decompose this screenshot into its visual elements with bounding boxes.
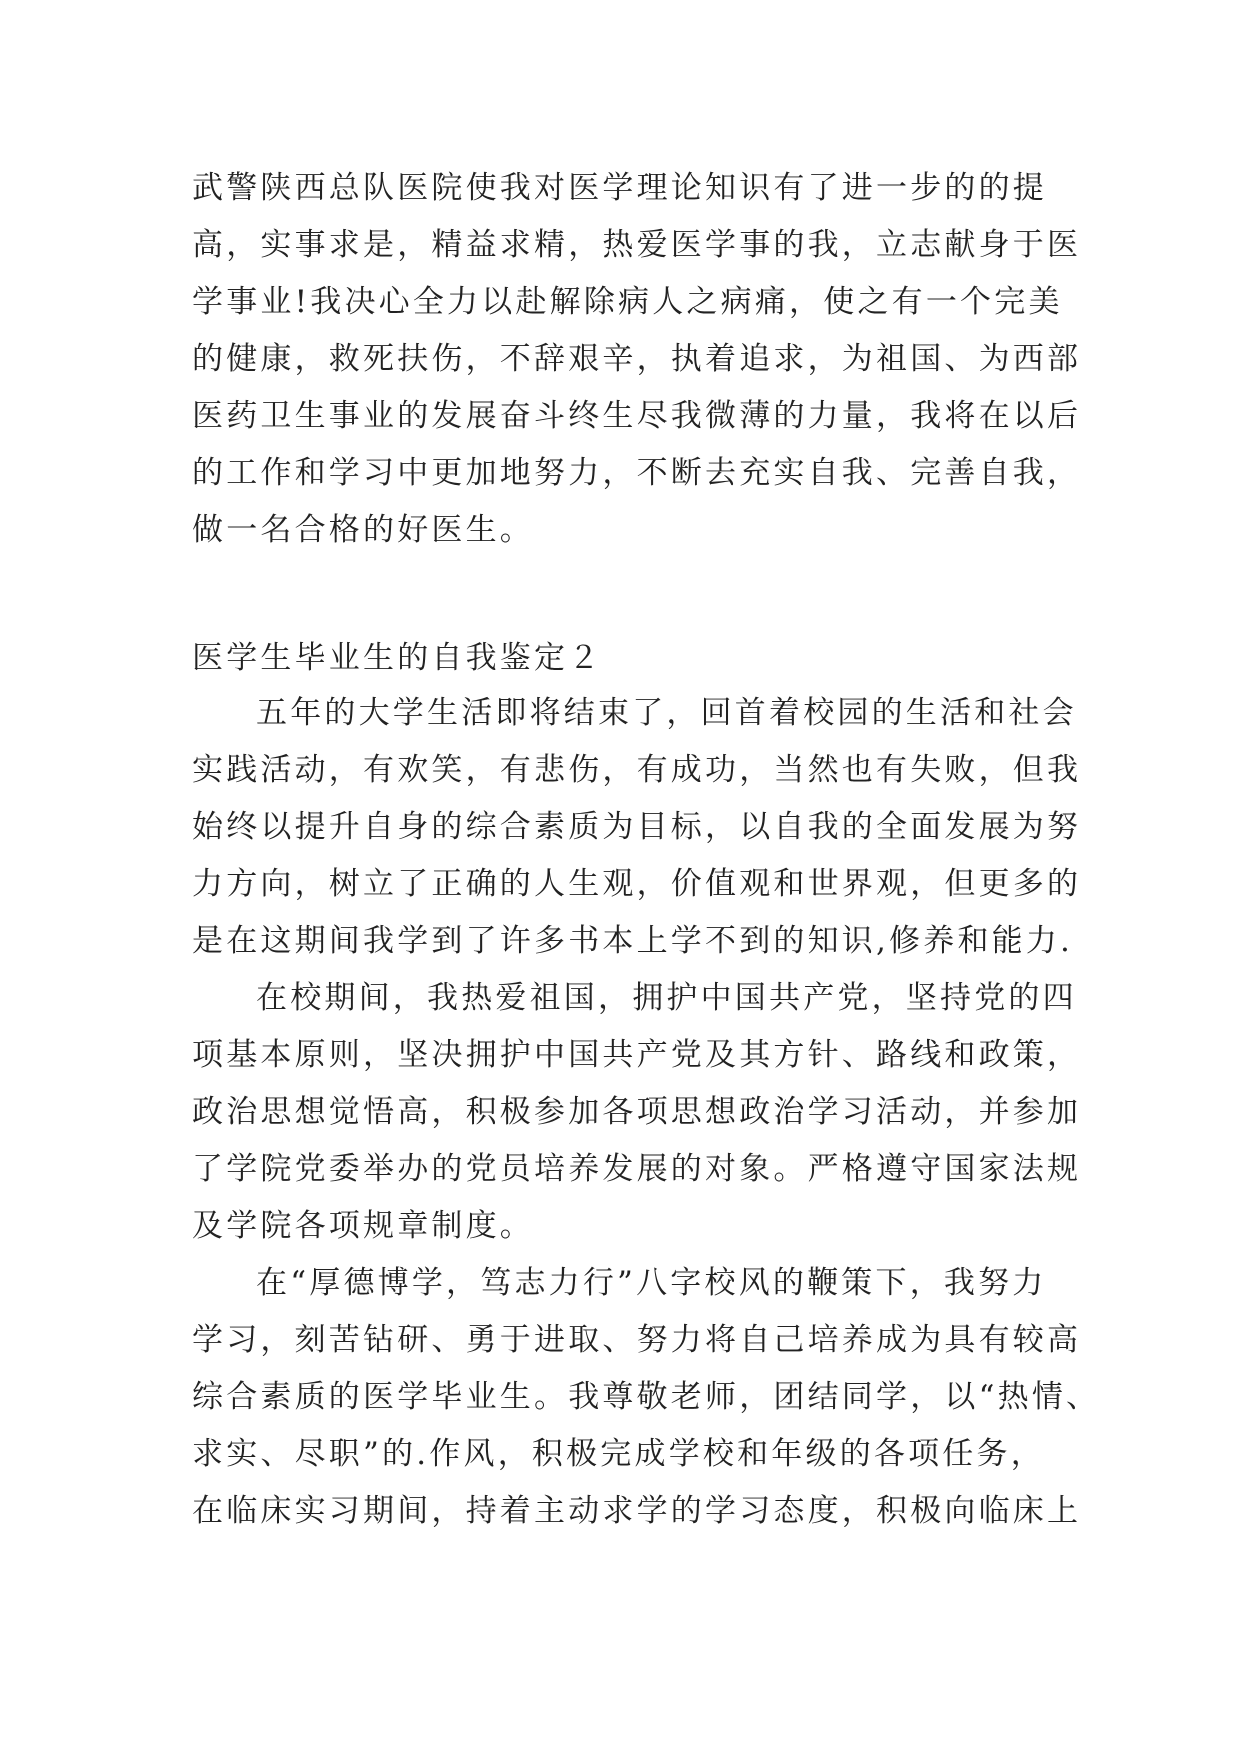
paragraph-line: 是在这期间我学到了许多书本上学不到的知识,修养和能力. <box>192 923 1074 959</box>
paragraph-line: 项基本原则，坚决拥护中国共产党及其方针、路线和政策， <box>192 1037 1082 1073</box>
paragraph-line: 武警陕西总队医院使我对医学理论知识有了进一步的的提 <box>192 170 1047 206</box>
section-heading: 医学生毕业生的自我鉴定２ <box>192 640 603 676</box>
paragraph-line: 政治思想觉悟高，积极参加各项思想政治学习活动，并参加 <box>192 1094 1082 1130</box>
section-heading-container <box>192 630 1052 687</box>
paragraph-line: 求实、尽职”的.作风，积极完成学校和年级的各项任务， <box>192 1436 1045 1472</box>
paragraph-line: 学习，刻苦钻研、勇于进取、努力将自己培养成为具有较高 <box>192 1322 1082 1358</box>
paragraph-line: 在校期间，我热爱祖国，拥护中国共产党，坚持党的四 <box>256 980 1077 1016</box>
section-body <box>192 685 1101 1540</box>
continuation-paragraph <box>192 160 1082 559</box>
paragraph-line: 实践活动，有欢笑，有悲伤，有成功，当然也有失败，但我 <box>192 752 1082 788</box>
paragraph-line: 医药卫生事业的发展奋斗终生尽我微薄的力量，我将在以后 <box>192 398 1082 434</box>
paragraph-line: 在临床实习期间，持着主动求学的学习态度，积极向临床上 <box>192 1493 1082 1529</box>
paragraph-line: 五年的大学生活即将结束了，回首着校园的生活和社会 <box>256 695 1077 731</box>
paragraph-line: 做一名合格的好医生。 <box>192 512 534 548</box>
paragraph-line: 学事业!我决心全力以赴解除病人之病痛，使之有一个完美 <box>192 284 1063 320</box>
paragraph-line: 力方向，树立了正确的人生观，价值观和世界观，但更多的 <box>192 866 1082 902</box>
paragraph-line: 的健康，救死扶伤，不辞艰辛，执着追求，为祖国、为西部 <box>192 341 1082 377</box>
paragraph-line: 始终以提升自身的综合素质为目标，以自我的全面发展为努 <box>192 809 1082 845</box>
paragraph-line: 在“厚德博学，笃志力行”八字校风的鞭策下，我努力 <box>256 1265 1047 1301</box>
paragraph-line: 高，实事求是，精益求精，热爱医学事的我，立志献身于医 <box>192 227 1082 263</box>
paragraph-line: 了学院党委举办的党员培养发展的对象。严格遵守国家法规 <box>192 1151 1082 1187</box>
paragraph-line: 及学院各项规章制度。 <box>192 1208 534 1244</box>
paragraph-line: 综合素质的医学毕业生。我尊敬老师，团结同学，以“热情、 <box>192 1379 1101 1415</box>
paragraph-line: 的工作和学习中更加地努力，不断去充实自我、完善自我， <box>192 455 1082 491</box>
